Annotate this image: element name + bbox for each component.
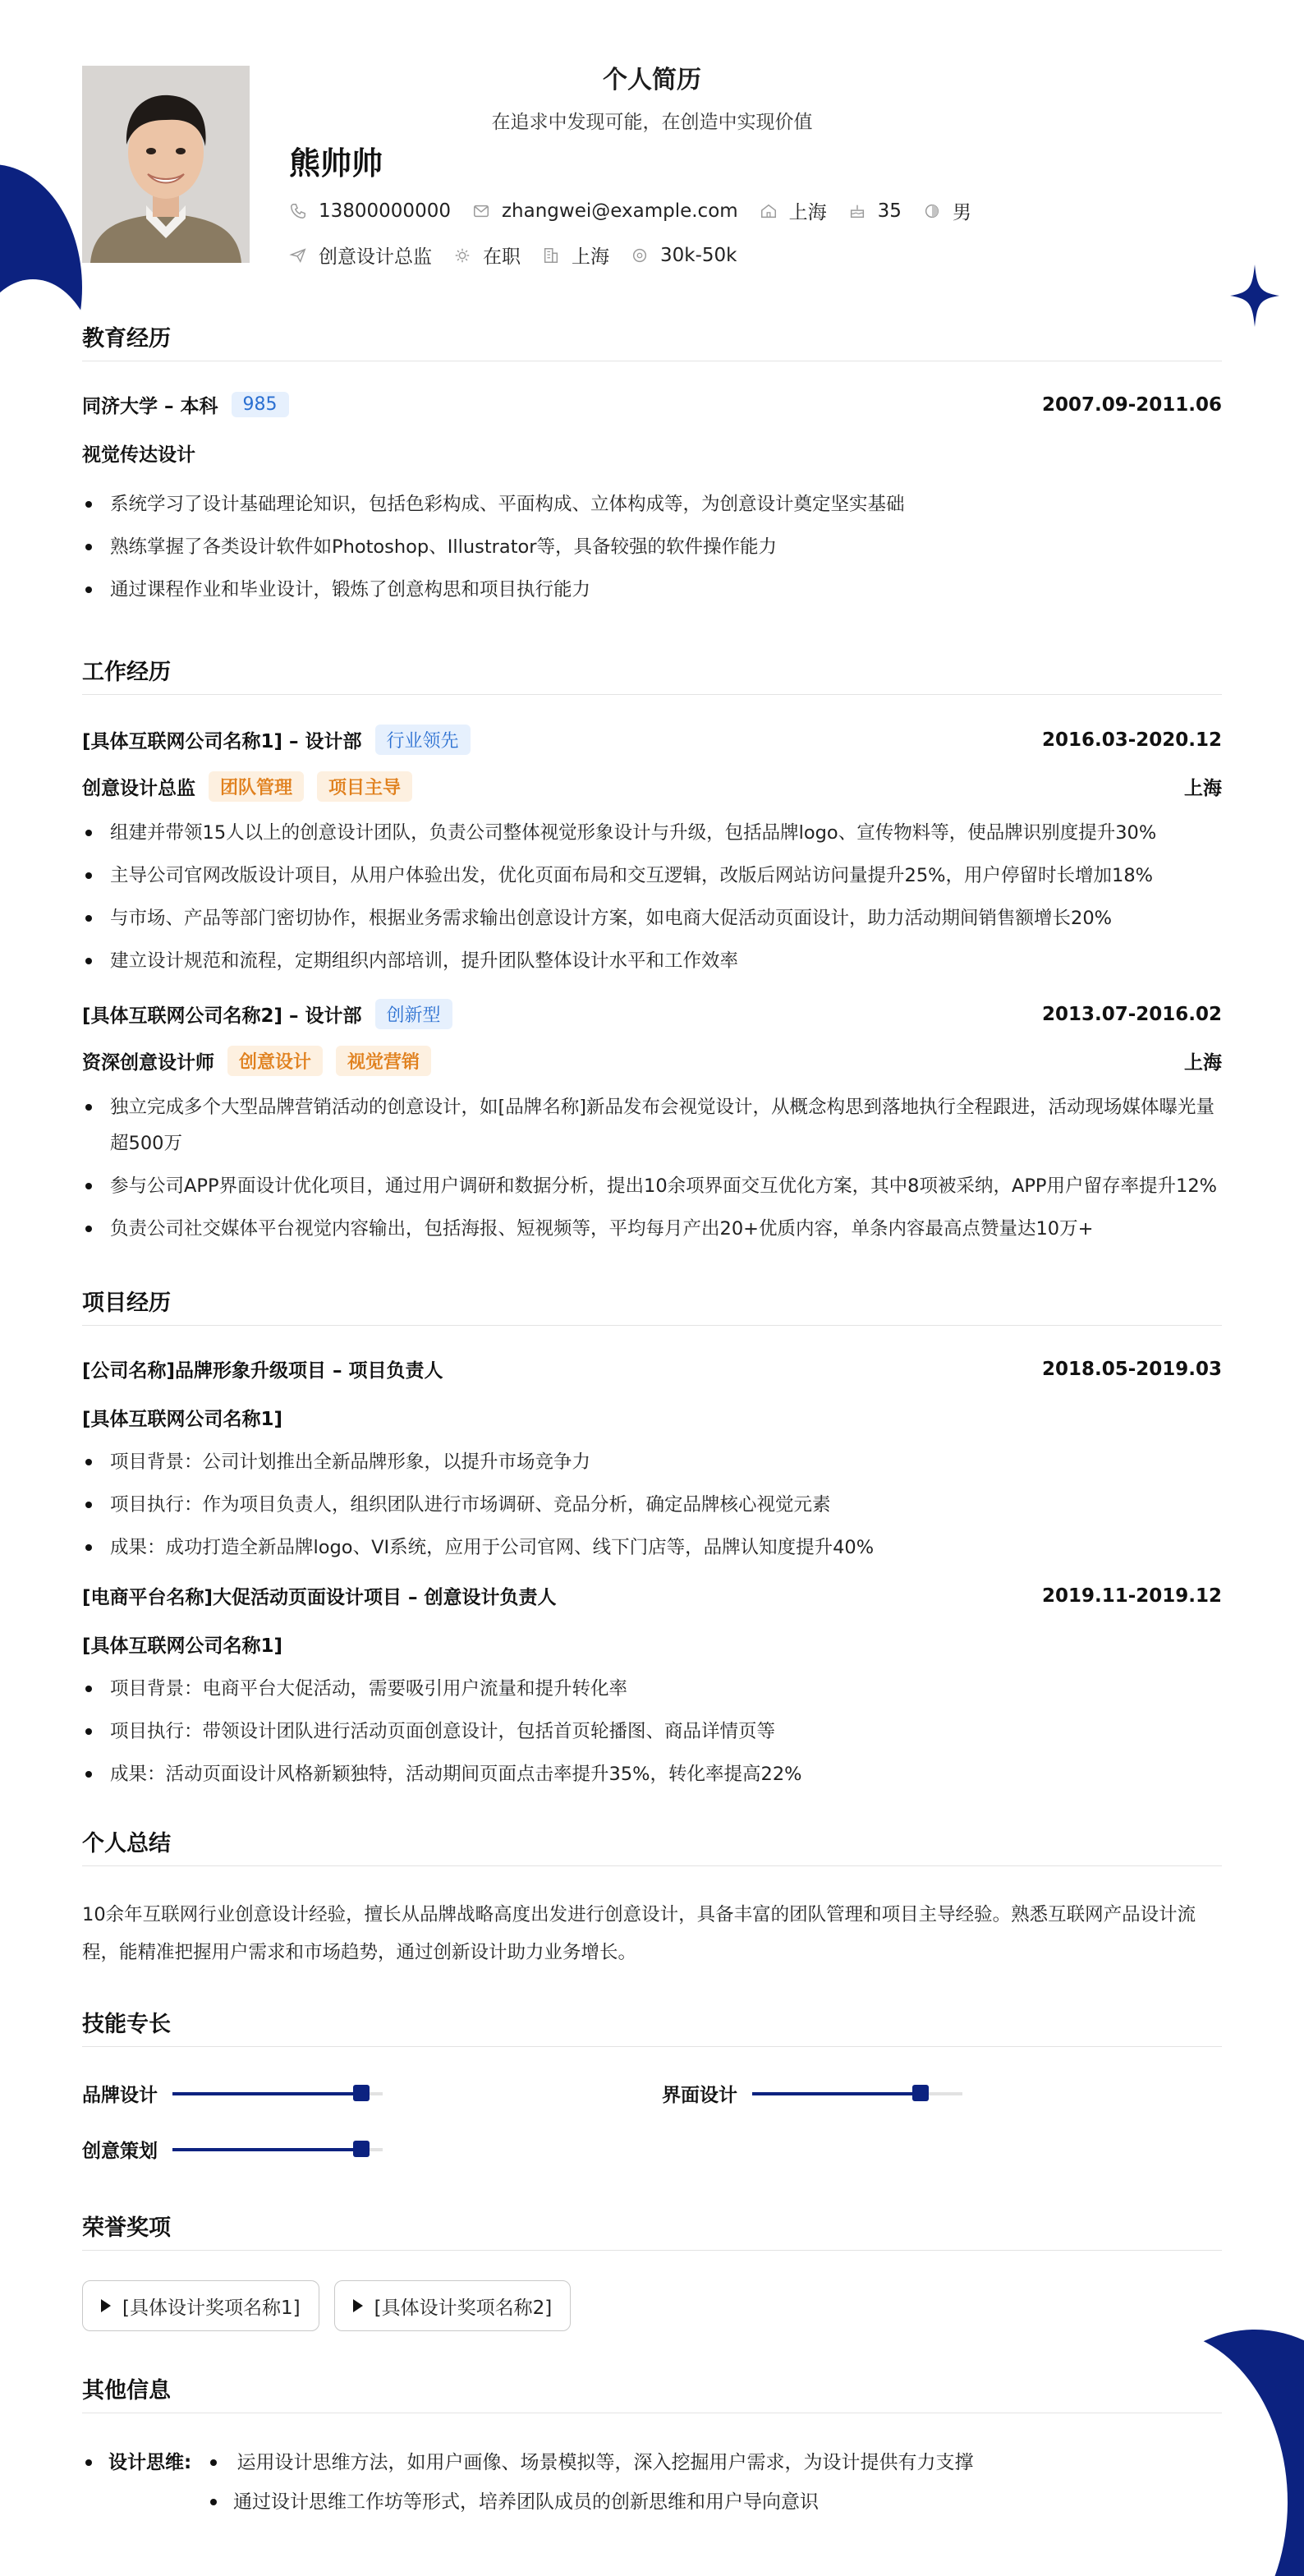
list-item: 成果：成功打造全新品牌logo、VI系统，应用于公司官网、线下门店等，品牌认知度提升40% <box>82 1530 1222 1566</box>
project-date: 2019.11-2019.12 <box>1041 1585 1222 1607</box>
role-tag: 团队管理 <box>209 771 304 802</box>
list-item: 组建并带领15人以上的创意设计团队，负责公司整体视觉形象设计与升级，包括品牌logo、宣传物料等，使品牌识别度提升30% <box>82 815 1222 851</box>
city-text: 上海 <box>788 202 827 223</box>
other-section <box>82 2372 1222 2522</box>
school-tag: 985 <box>232 392 289 417</box>
bullet-dot <box>85 2459 92 2466</box>
email-icon <box>472 202 490 220</box>
skill-bar-knob <box>353 2085 370 2101</box>
education-date: 2007.09-2011.06 <box>1041 393 1222 416</box>
project-entry-2 <box>82 1582 1222 1792</box>
work-company-1 <box>82 724 471 755</box>
skill-name: 界面设计 <box>662 2085 737 2106</box>
home-icon <box>760 202 778 220</box>
education-school <box>82 391 289 418</box>
skill-bar-knob <box>353 2141 370 2157</box>
awards-heading: 荣誉奖项 <box>82 2210 1222 2251</box>
project-entry-1 <box>82 1355 1222 1566</box>
target-city-item <box>542 242 609 269</box>
list-item: 项目执行：带领设计团队进行活动页面创意设计，包括首页轮播图、商品详情页等 <box>82 1714 1222 1750</box>
skill-bar <box>752 2092 962 2095</box>
list-item: 成果：活动页面设计风格新颖独特，活动期间页面点击率提升35%，转化率提高22% <box>82 1756 1222 1792</box>
work-bullets-2 <box>82 1089 1222 1247</box>
bullet-dot <box>210 2459 217 2466</box>
school-name: 同济大学 – 本科 <box>82 396 218 417</box>
email-item <box>472 200 738 222</box>
send-icon <box>289 246 307 264</box>
summary-text: 10余年互联网行业创意设计经验，擅长从品牌战略高度出发进行创意设计，具备丰富的团队管理和项目主导经验。熟悉互联网产品设计流程，能精准把握用户需求和市场趋势，通过创新设计助力业务增长。 <box>82 1904 1196 1963</box>
age-text: 35 <box>877 200 902 222</box>
document-title: 个人简历 <box>603 66 701 94</box>
project-company: [具体互联网公司名称1] <box>82 1635 283 1657</box>
skill-bar-fill <box>172 2092 361 2095</box>
sparkle-star-icon <box>1230 264 1279 327</box>
list-item: 参与公司APP界面设计优化项目，通过用户调研和数据分析，提出10余项界面交互优化方案，其中8项被采纳，APP用户留存率提升12% <box>82 1168 1222 1204</box>
phone-icon <box>289 202 307 220</box>
work-entry-2 <box>82 999 1222 1247</box>
gender-item <box>923 197 971 224</box>
education-section <box>82 320 1222 608</box>
position-text: 创意设计总监 <box>319 246 432 268</box>
role-tag: 创意设计 <box>227 1046 323 1076</box>
list-item: 熟练掌握了各类设计软件如Photoshop、Illustrator等，具备较强的软件操作能力 <box>82 529 1222 565</box>
role-tag: 项目主导 <box>317 771 412 802</box>
project-name: [电商平台名称]大促活动页面设计项目 – 创意设计负责人 <box>82 1587 557 1608</box>
work-bullets-1 <box>82 815 1222 979</box>
other-label: 设计思维: <box>108 2452 192 2473</box>
city-item <box>760 197 827 224</box>
project-name: [公司名称]品牌形象升级项目 – 项目负责人 <box>82 1360 443 1382</box>
company-tag: 行业领先 <box>375 724 471 755</box>
resume-header <box>82 0 1222 296</box>
education-heading: 教育经历 <box>82 320 1222 361</box>
role-tag: 视觉营销 <box>336 1046 431 1076</box>
skills-section <box>82 2006 1222 2192</box>
resume-page <box>82 0 1222 2522</box>
email-text: zhangwei@example.com <box>501 200 738 222</box>
coin-icon <box>631 246 649 264</box>
list-item: 主导公司官网改版设计项目，从用户体验出发，优化页面布局和交互逻辑，改版后网站访问量提升25%，用户停留时长增加18% <box>82 858 1222 894</box>
awards-section <box>82 2210 1222 2331</box>
work-heading: 工作经历 <box>82 654 1222 695</box>
other-line-1 <box>82 2443 1222 2482</box>
cake-icon <box>848 202 866 220</box>
list-item: 项目执行：作为项目负责人，组织团队进行市场调研、竞品分析，确定品牌核心视觉元素 <box>82 1487 1222 1523</box>
work-date: 2016.03-2020.12 <box>1041 729 1222 751</box>
list-item: 项目背景：电商平台大促活动，需要吸引用户流量和提升转化率 <box>82 1671 1222 1707</box>
award-item[interactable] <box>82 2280 319 2331</box>
award-item[interactable] <box>334 2280 572 2331</box>
list-item: 与市场、产品等部门密切协作，根据业务需求输出创意设计方案，如电商大促活动页面设计，助力活动期间销售额增长20% <box>82 900 1222 936</box>
skill-bar <box>172 2092 383 2095</box>
work-section <box>82 654 1222 1247</box>
role-name: 资深创意设计师 <box>82 1052 214 1074</box>
other-content <box>82 2443 1222 2522</box>
phone-text: 13800000000 <box>319 200 451 222</box>
other-text: 通过设计思维工作坊等形式，培养团队成员的创新思维和用户导向意识 <box>233 2491 819 2513</box>
skill-item <box>82 2136 383 2163</box>
salary-text: 30k-50k <box>660 244 737 266</box>
list-item: 系统学习了设计基础理论知识，包括色彩构成、平面构成、立体构成等，为创意设计奠定坚实基础 <box>82 486 1222 522</box>
project-bullets-1 <box>82 1444 1222 1566</box>
salary-item <box>631 245 737 266</box>
work-location: 上海 <box>1184 1052 1222 1074</box>
work-company-2 <box>82 999 452 1029</box>
gender-text: 男 <box>952 202 971 223</box>
list-item: 通过课程作业和毕业设计，锻炼了创意构思和项目执行能力 <box>82 572 1222 608</box>
work-role-1 <box>82 771 412 802</box>
skill-bar <box>172 2148 383 2151</box>
phone-item <box>289 200 451 222</box>
list-item: 建立设计规范和流程，定期组织内部培训，提升团队整体设计水平和工作效率 <box>82 943 1222 979</box>
work-location: 上海 <box>1184 778 1222 799</box>
project-company: [具体互联网公司名称1] <box>82 1409 283 1430</box>
skills-heading: 技能专长 <box>82 2006 1222 2047</box>
work-entry-1 <box>82 724 1222 979</box>
list-item: 独立完成多个大型品牌营销活动的创意设计，如[品牌名称]新品发布会视觉设计，从概念构思到落地执行全程跟进，活动现场媒体曝光量超500万 <box>82 1089 1222 1162</box>
skill-bar-fill <box>172 2148 361 2151</box>
age-item <box>848 200 902 222</box>
company-name: [具体互联网公司名称1] – 设计部 <box>82 731 362 752</box>
skill-item <box>82 2080 383 2107</box>
job-intent-row <box>289 242 758 269</box>
work-date: 2013.07-2016.02 <box>1041 1003 1222 1025</box>
skill-name: 品牌设计 <box>82 2085 158 2106</box>
target-city-text: 上海 <box>572 246 609 268</box>
profile-photo <box>82 66 250 263</box>
bullet-dot <box>210 2499 217 2505</box>
projects-section <box>82 1285 1222 1792</box>
company-name: [具体互联网公司名称2] – 设计部 <box>82 1005 362 1027</box>
position-item <box>289 242 432 269</box>
other-line-2 <box>82 2482 1222 2522</box>
list-item: 项目背景：公司计划推出全新品牌形象，以提升市场竞争力 <box>82 1444 1222 1480</box>
list-item: 负责公司社交媒体平台视觉内容输出，包括海报、短视频等，平均每月产出20+优质内容，单条内容最高点赞量达10万+ <box>82 1211 1222 1247</box>
work-role-2 <box>82 1046 431 1076</box>
gender-icon <box>923 202 941 220</box>
projects-heading: 项目经历 <box>82 1285 1222 1326</box>
play-triangle-icon <box>101 2299 111 2312</box>
summary-heading: 个人总结 <box>82 1825 1222 1866</box>
education-bullets <box>82 486 1222 608</box>
skills-list <box>82 2077 1222 2192</box>
company-tag: 创新型 <box>375 999 452 1029</box>
award-name: [具体设计奖项名称1] <box>122 2297 301 2319</box>
skill-item <box>662 2080 962 2107</box>
skill-name: 创意策划 <box>82 2141 158 2162</box>
status-text: 在职 <box>483 246 521 268</box>
building-icon <box>542 246 560 264</box>
other-text: 运用设计思维方法，如用户画像、场景模拟等，深入挖掘用户需求，为设计提供有力支撑 <box>236 2452 974 2473</box>
role-name: 创意设计总监 <box>82 778 195 799</box>
awards-list <box>82 2280 1222 2331</box>
award-name: [具体设计奖项名称2] <box>374 2297 553 2319</box>
contact-row <box>289 197 993 224</box>
other-heading: 其他信息 <box>82 2372 1222 2413</box>
document-subtitle: 在追求中发现可能，在创造中实现价值 <box>491 112 813 133</box>
candidate-name: 熊帅帅 <box>289 145 383 182</box>
education-major: 视觉传达设计 <box>82 444 195 466</box>
status-item <box>453 242 521 269</box>
skill-bar-fill <box>752 2092 921 2095</box>
status-icon <box>453 246 471 264</box>
project-bullets-2 <box>82 1671 1222 1792</box>
project-date: 2018.05-2019.03 <box>1041 1358 1222 1380</box>
play-triangle-icon <box>353 2299 363 2312</box>
skill-bar-knob <box>912 2085 929 2101</box>
summary-section <box>82 1825 1222 1971</box>
